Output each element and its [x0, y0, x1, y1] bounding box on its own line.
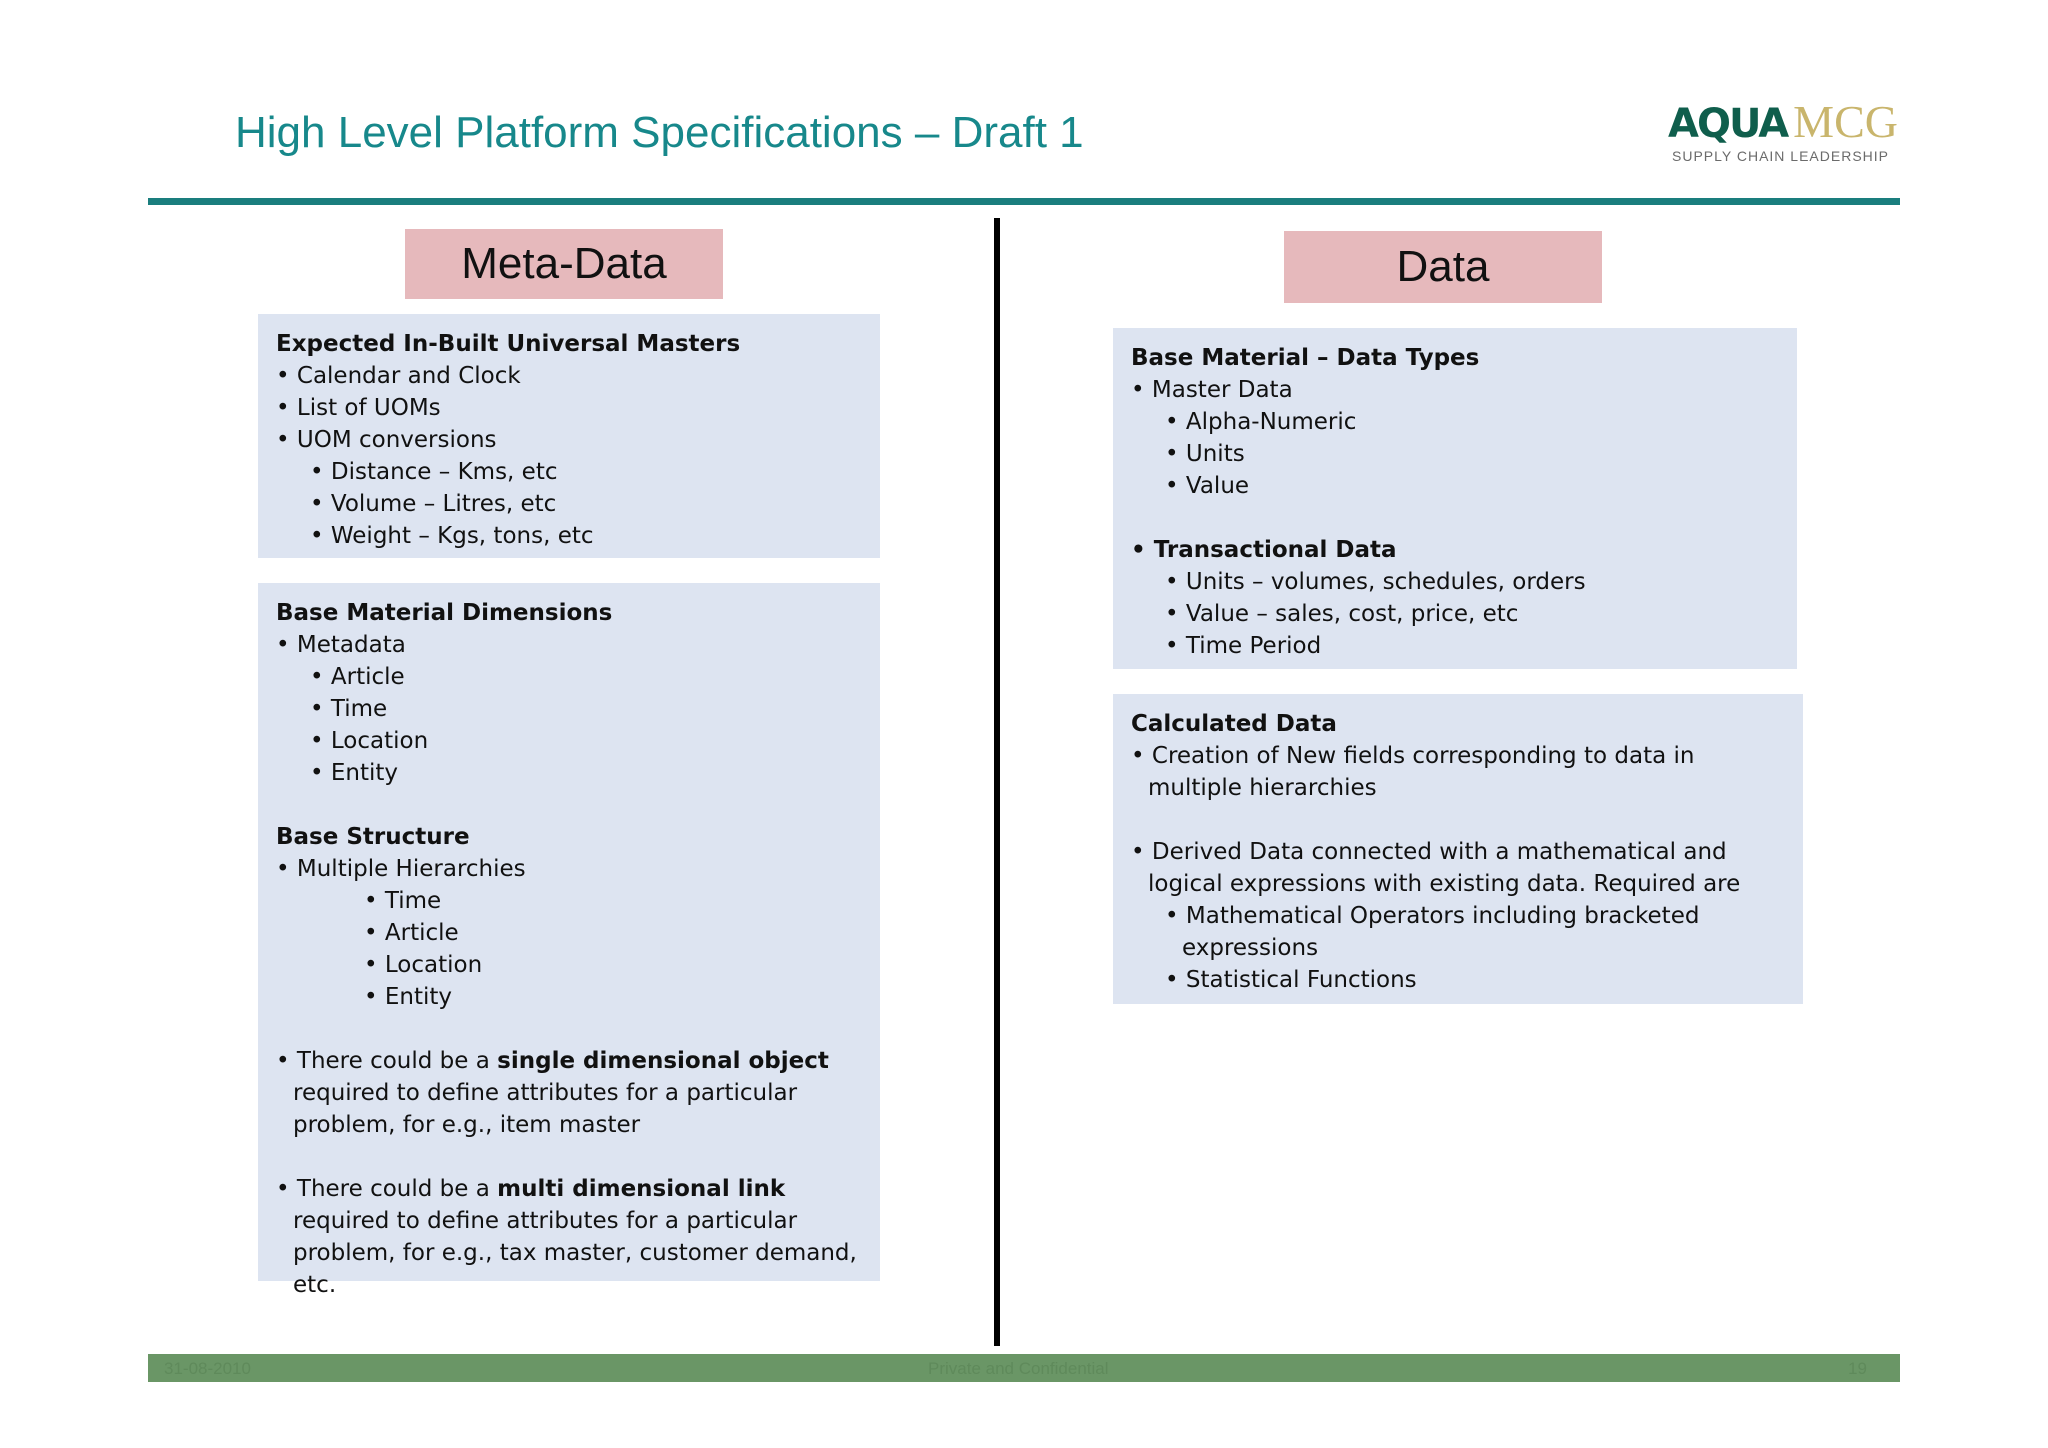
meta-data-heading: Meta-Data [405, 229, 723, 299]
logo-mcg-text: MCG [1793, 96, 1898, 147]
universal-masters-title: Expected In-Built Universal Masters [276, 331, 741, 357]
note-text: required to define attributes for a particular problem, for e.g., item master [293, 1080, 798, 1138]
sub-list-item: • Entity [276, 981, 862, 1013]
note-text: There could be a [296, 1176, 498, 1202]
sub-list-item: • Article [276, 661, 862, 693]
column-divider [994, 218, 1000, 1346]
note-emphasis: single dimensional object [497, 1048, 829, 1074]
list-item: • Master Data [1131, 374, 1779, 406]
note-text: required to define attributes for a particular problem, for e.g., tax master, customer demand, etc. [293, 1208, 857, 1298]
sub-list-item: • Units – volumes, schedules, orders [1131, 566, 1779, 598]
footer-date: 31-08-2010 [164, 1359, 251, 1378]
sub-list-item: • Entity [276, 757, 862, 789]
logo-tagline: SUPPLY CHAIN LEADERSHIP [1672, 148, 1889, 164]
base-material-dimensions-box [258, 583, 880, 1298]
note-text: There could be a [296, 1048, 498, 1074]
page-title: High Level Platform Specifications – Draft 1 [235, 108, 1084, 157]
logo-aqua-text: AQUA [1668, 101, 1788, 147]
calculated-data-box [1113, 694, 1803, 1004]
header-rule [148, 198, 1900, 205]
sub-list-item: • Value – sales, cost, price, etc [1131, 598, 1779, 630]
sub-list-item: • Time [276, 693, 862, 725]
single-dimensional-note [276, 1045, 862, 1141]
transactional-data-label: • Transactional Data [1131, 534, 1779, 566]
note-emphasis: multi dimensional link [497, 1176, 786, 1202]
sub-list-item: • Value [1131, 470, 1779, 502]
sub-list-item: • Alpha-Numeric [1131, 406, 1779, 438]
list-item: • Multiple Hierarchies [276, 853, 862, 885]
sub-list-item: • Volume – Litres, etc [276, 488, 862, 520]
sub-list-item: • Location [276, 725, 862, 757]
sub-list-item: • Statistical Functions [1131, 964, 1785, 996]
sub-list-item: • Time Period [1131, 630, 1779, 662]
list-item: • UOM conversions [276, 424, 862, 456]
sub-list-item: • Article [276, 917, 862, 949]
calculated-data-title: Calculated Data [1131, 711, 1337, 737]
sub-list-item: • Units [1131, 438, 1779, 470]
dimensions-title: Base Material Dimensions [276, 600, 613, 626]
footer-page-number: 19 [1848, 1359, 1867, 1378]
list-item: • Derived Data connected with a mathematical and logical expressions with existing data. Required are [1131, 836, 1785, 900]
list-item: • List of UOMs [276, 392, 862, 424]
sub-list-item: • Mathematical Operators including bracketed expressions [1131, 900, 1785, 964]
footer-bar [148, 1354, 1900, 1382]
sub-list-item: • Time [276, 885, 862, 917]
footer-confidential: Private and Confidential [928, 1359, 1109, 1378]
universal-masters-box [258, 314, 880, 558]
list-item: • Calendar and Clock [276, 360, 862, 392]
sub-list-item: • Distance – Kms, etc [276, 456, 862, 488]
list-item: • Metadata [276, 629, 862, 661]
base-structure-title: Base Structure [276, 824, 470, 850]
company-logo [1668, 96, 1898, 168]
list-item: • Creation of New fields corresponding to data in multiple hierarchies [1131, 740, 1785, 804]
sub-list-item: • Weight – Kgs, tons, etc [276, 520, 862, 552]
data-types-box [1113, 328, 1797, 669]
data-types-title: Base Material – Data Types [1131, 345, 1480, 371]
sub-list-item: • Location [276, 949, 862, 981]
multi-dimensional-note [276, 1173, 862, 1301]
data-heading: Data [1284, 231, 1602, 303]
